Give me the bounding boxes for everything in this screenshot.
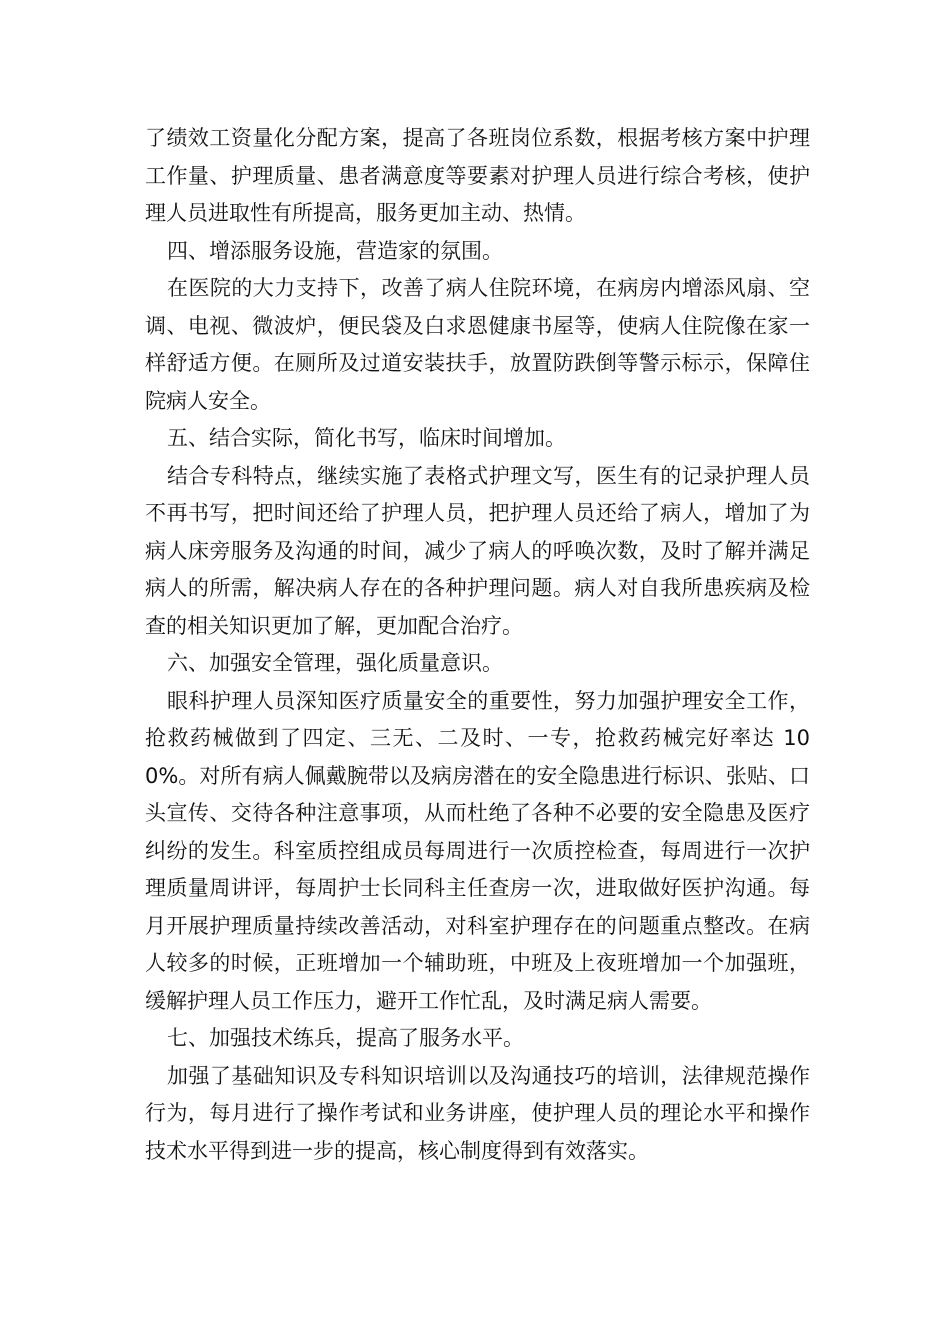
section-heading-7: 七、加强技术练兵，提高了服务水平。 xyxy=(167,1026,524,1050)
section-heading-4: 四、增添服务设施，营造家的氛围。 xyxy=(167,238,503,263)
paragraph-continued: 了绩效工资量化分配方案，提高了各班岗位系数，根据考核方案中护理工作量、护理质量、患者满意度等要素对护理人员进行综合考核，使护理人员进取性有所提高，服务更加主动、热情。 xyxy=(145,126,810,225)
paragraph-documentation: 结合专科特点，继续实施了表格式护理文写，医生有的记录护理人员不再书写，把时间还给了护理人员，把护理人员还给了病人，增加了为病人床旁服务及沟通的时间，减少了病人的呼唤次数，及时了解并满足病人的所需，解决病人存在的各种护理问题。病人对自我所患疾病及检查的相关知识更加了解，更加配合治疗。 xyxy=(145,463,810,638)
paragraph-facilities: 在医院的大力支持下，改善了病人住院环境，在病房内增添风扇、空调、电视、微波炉，便民袋及白求恩健康书屋等，使病人住院像在家一样舒适方便。在厕所及过道安装扶手，放置防跌倒等警示标示，保障住院病人安全。 xyxy=(145,276,810,413)
section-heading-5: 五、结合实际，简化书写，临床时间增加。 xyxy=(167,426,566,450)
paragraph-training: 加强了基础知识及专科知识培训以及沟通技巧的培训，法律规范操作行为，每月进行了操作考试和业务讲座，使护理人员的理论水平和操作技术水平得到进一步的提高，核心制度得到有效落实。 xyxy=(145,1063,810,1163)
section-heading-6: 六、加强安全管理，强化质量意识。 xyxy=(167,651,503,675)
document-body xyxy=(145,120,810,1170)
paragraph-safety: 眼科护理人员深知医疗质量安全的重要性，努力加强护理安全工作，抢救药械做到了四定、三无、二及时、一专，抢救药械完好率达 100%。对所有病人佩戴腕带以及病房潜在的安全隐患进行标识、张贴、口头宣传、交待各种注意事项，从而杜绝了各种不必要的安全隐患及医疗纠纷的发生。科室质控组成员每周进行一次质控检查，每周进行一次护理质量周讲评，每周护士长同科主任查房一次，进取做好医护沟通。每月开展护理质量持续改善活动，对科室护理存在的问题重点整改。在病人较多的时候，正班增加一个辅助班，中班及上夜班增加一个加强班，缓解护理人员工作压力，避开工作忙乱，及时满足病人需要。 xyxy=(145,688,810,1013)
